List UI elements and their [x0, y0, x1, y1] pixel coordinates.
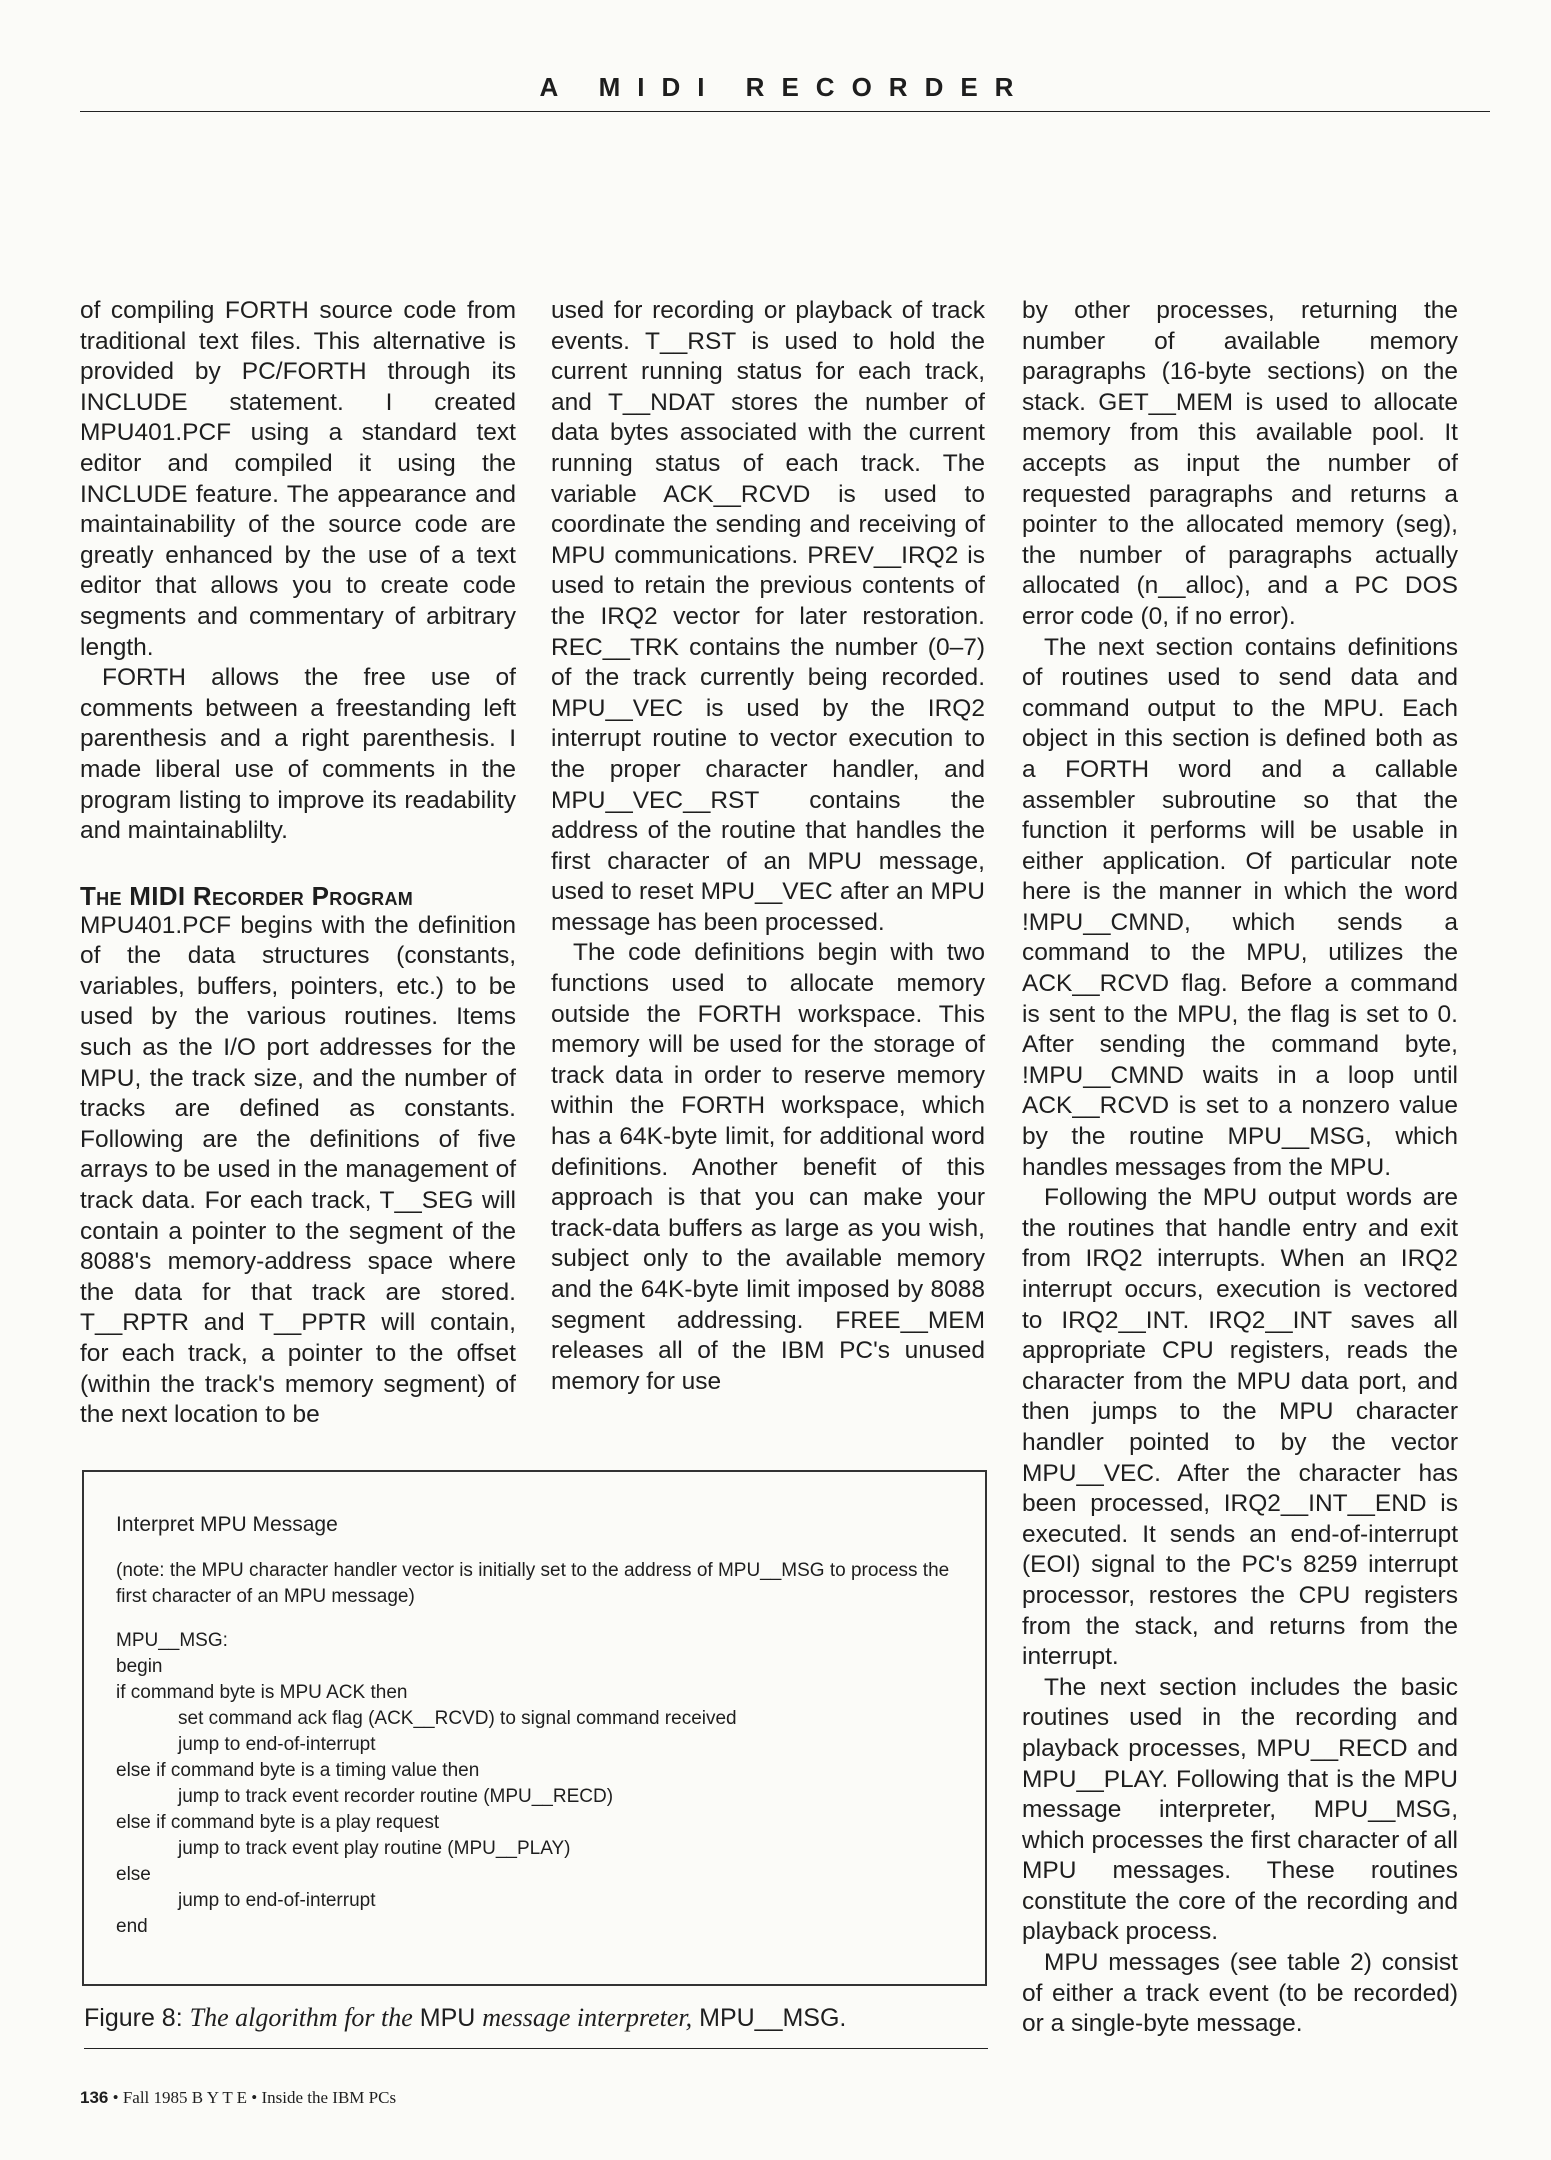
- text-column-2: [551, 296, 985, 1397]
- caption-text: The algorithm for the: [189, 2003, 413, 2032]
- figure-title: Interpret MPU Message: [116, 1513, 338, 1536]
- algorithm-line: jump to end-of-interrupt: [178, 1890, 376, 1911]
- algorithm-line: else if command byte is a timing value then: [116, 1760, 480, 1781]
- algorithm-line: begin: [116, 1656, 163, 1677]
- text-column-1: [80, 296, 516, 1431]
- algorithm-line: else if command byte is a play request: [116, 1812, 440, 1833]
- paragraph: The code definitions begin with two functions used to allocate memory outside the FORTH workspace. This memory will be used for the storage of track data in order to reserve memory within the FORTH workspace, which has a 64K-byte limit, for additional word definitions. Another benefit of this approach is that you can make your track-data buffers as large as you wish, subject only to the available memory and the 64K-byte limit imposed by 8088 segment addressing. FREE__MEM releases all of the IBM PC's unused memory for use: [551, 939, 985, 1395]
- paragraph: FORTH allows the free use of comments between a freestanding left parenthesis and a right parenthesis. I made liberal use of comments in the program listing to improve its readability and maintainablilty.: [80, 664, 516, 845]
- figure-note: (note: the MPU character handler vector is initially set to the address of MPU__MSG to process the first character of an MPU message): [116, 1560, 950, 1607]
- header-rule: [80, 111, 1490, 112]
- figure-8-box: [82, 1470, 987, 1986]
- algorithm-line: MPU__MSG:: [116, 1630, 228, 1651]
- algorithm-line: jump to track event play routine (MPU__PLAY): [178, 1838, 571, 1859]
- running-head: A MIDI RECORDER: [539, 72, 1031, 102]
- page-footer: [80, 2088, 396, 2108]
- figure-label: Figure 8:: [84, 2004, 183, 2032]
- issue-info: • Fall 1985 B Y T E • Inside the IBM PCs: [112, 2088, 397, 2107]
- paragraph: MPU messages (see table 2) consist of either a track event (to be recorded) or a single-byte message.: [1022, 1949, 1458, 2038]
- paragraph: used for recording or playback of track events. T__RST is used to hold the current running status for each track, and T__NDAT stores the number of data bytes associated with the current running status of each track. The variable ACK__RCVD is used to coordinate the sending and receiving of MPU communications. PREV__IRQ2 is used to retain the previous contents of the IRQ2 vector for later restoration. REC__TRK contains the number (0–7) of the track currently being recorded. MPU__VEC is used by the IRQ2 interrupt routine to vector execution to the proper character handler, and MPU__VEC__RST contains the address of the routine that handles the first character of an MPU message, used to reset MPU__VEC after an MPU message has been processed.: [551, 297, 985, 936]
- paragraph: The next section contains definitions of routines used to send data and command output to the MPU. Each object in this section is defined both as a FORTH word and a callable assembler subroutine so that the function it performs will be usable in either application. Of particular note here is the manner in which the word !MPU__CMND, which sends a command to the MPU, utilizes the ACK__RCVD flag. Before a command is sent to the MPU, the flag is set to 0. After sending the command byte, !MPU__CMND waits in a loop until ACK__RCVD is set to a nonzero value by the routine MPU__MSG, which handles messages from the MPU.: [1022, 633, 1458, 1181]
- algorithm-line: else: [116, 1864, 151, 1885]
- paragraph: The next section includes the basic routines used in the recording and playback processes, MPU__RECD and MPU__PLAY. Following that is the MPU message interpreter, MPU__MSG, which processes the first character of all MPU messages. These routines constitute the core of the recording and playback process.: [1022, 1673, 1458, 1946]
- page-number: 136: [80, 2088, 109, 2107]
- paragraph: by other processes, returning the number of available memory paragraphs (16-byte sections) on the stack. GET__MEM is used to allocate memory from this available pool. It accepts as input the number of requested paragraphs and returns a pointer to the allocated memory (seg), the number of paragraphs actually allocated (n__alloc), and a PC DOS error code (0, if no error).: [1022, 297, 1458, 630]
- algorithm-line: set command ack flag (ACK__RCVD) to signal command received: [178, 1708, 737, 1729]
- paragraph: Following the MPU output words are the routines that handle entry and exit from IRQ2 interrupts. When an IRQ2 interrupt occurs, execution is vectored to IRQ2__INT. IRQ2__INT saves all appropriate CPU registers, reads the character from the MPU data port, and then jumps to the MPU character handler pointed to by the vector MPU__VEC. After the character has been processed, IRQ2__INT__END is executed. It sends an end-of-interrupt (EOI) signal to the PC's 8259 interrupt processor, restores the CPU registers from the stack, and returns from the interrupt.: [1022, 1184, 1458, 1671]
- paragraph: MPU401.PCF begins with the definition of the data structures (constants, variables, buffers, pointers, etc.) to be used by the various routines. Items such as the I/O port addresses for the MPU, the track size, and the number of tracks are defined as constants. Following are the definitions of five arrays to be used in the management of track data. For each track, T__SEG will contain a pointer to the segment of the 8088's memory-address space where the data for that track are stored. T__RPTR and T__PPTR will contain, for each track, a pointer to the offset (within the track's memory segment) of the next location to be: [80, 911, 516, 1429]
- algorithm-line: end: [116, 1916, 148, 1937]
- caption-rule: [84, 2048, 988, 2049]
- paragraph: of compiling FORTH source code from traditional text files. This alternative is provided by PC/FORTH through its INCLUDE statement. I created MPU401.PCF using a standard text editor and compiled it using the INCLUDE feature. The appearance and maintainability of the source code are greatly enhanced by the use of a text editor that allows you to create code segments and commentary of arbitrary length.: [80, 297, 516, 661]
- algorithm-line: jump to track event recorder routine (MPU__RECD): [178, 1786, 614, 1807]
- section-heading: The MIDI Recorder Program: [80, 880, 414, 911]
- algorithm-line: jump to end-of-interrupt: [178, 1734, 376, 1755]
- caption-text: MPU__MSG.: [699, 2004, 847, 2032]
- caption-text: message interpreter,: [482, 2003, 693, 2032]
- text-column-3: [1022, 296, 1458, 2040]
- figure-caption: [84, 2002, 988, 2034]
- caption-text: MPU: [419, 2004, 476, 2032]
- algorithm-line: if command byte is MPU ACK then: [116, 1682, 408, 1703]
